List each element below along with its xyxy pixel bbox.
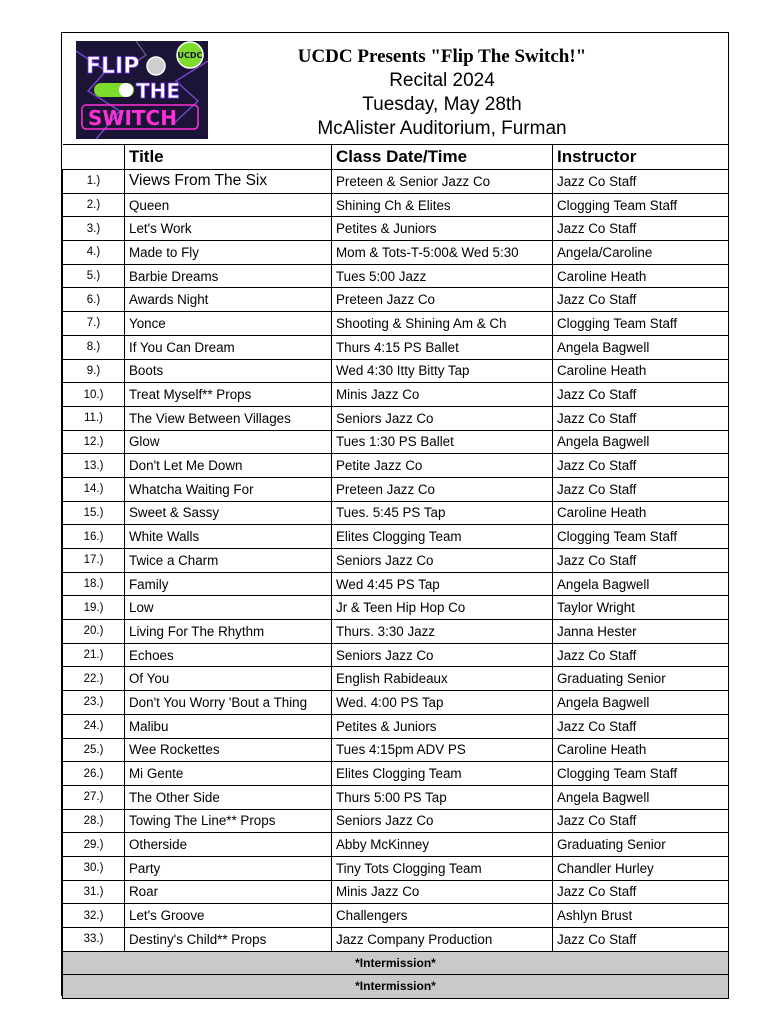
table-row [63, 904, 729, 928]
row-number: 26.) [63, 762, 125, 786]
row-instructor: Jazz Co Staff [553, 809, 729, 833]
row-number: 23.) [63, 691, 125, 715]
row-title: Living For The Rhythm [125, 620, 332, 644]
row-instructor: Jazz Co Staff [553, 477, 729, 501]
ucdc-badge: UCDC [177, 51, 203, 60]
row-class: Minis Jazz Co [332, 880, 553, 904]
row-class: Wed 4:30 Itty Bitty Tap [332, 359, 553, 383]
table-row [63, 785, 729, 809]
row-class: Tues. 5:45 PS Tap [332, 501, 553, 525]
row-class: Petites & Juniors [332, 217, 553, 241]
intermission-label: *Intermission* [63, 951, 729, 975]
row-title: Glow [125, 430, 332, 454]
table-row [63, 406, 729, 430]
table-row [63, 596, 729, 620]
row-number: 32.) [63, 904, 125, 928]
row-title: Otherside [125, 833, 332, 857]
row-number: 16.) [63, 525, 125, 549]
row-title: Malibu [125, 714, 332, 738]
row-title: Roar [125, 880, 332, 904]
row-title: The Other Side [125, 785, 332, 809]
row-instructor: Janna Hester [553, 620, 729, 644]
row-class: Preteen Jazz Co [332, 288, 553, 312]
row-number: 2.) [63, 193, 125, 217]
table-header-row [63, 145, 729, 170]
row-class: Minis Jazz Co [332, 383, 553, 407]
row-class: Preteen & Senior Jazz Co [332, 170, 553, 194]
table-row [63, 359, 729, 383]
table-row [63, 762, 729, 786]
row-instructor: Caroline Heath [553, 501, 729, 525]
row-instructor: Jazz Co Staff [553, 549, 729, 573]
table-row [63, 217, 729, 241]
row-class: Mom & Tots-T-5:00& Wed 5:30 [332, 241, 553, 265]
row-instructor: Clogging Team Staff [553, 312, 729, 336]
row-instructor: Jazz Co Staff [553, 643, 729, 667]
row-number: 28.) [63, 809, 125, 833]
row-instructor: Clogging Team Staff [553, 525, 729, 549]
row-title: Mi Gente [125, 762, 332, 786]
table-row [63, 691, 729, 715]
row-title: The View Between Villages [125, 406, 332, 430]
row-instructor: Caroline Heath [553, 359, 729, 383]
row-number: 9.) [63, 359, 125, 383]
table-row [63, 288, 729, 312]
program-table [62, 144, 729, 999]
table-row [63, 928, 729, 952]
row-class: Elites Clogging Team [332, 762, 553, 786]
program-sheet [61, 32, 729, 996]
row-number: 8.) [63, 335, 125, 359]
row-title: Let's Groove [125, 904, 332, 928]
row-instructor: Jazz Co Staff [553, 170, 729, 194]
row-instructor: Jazz Co Staff [553, 217, 729, 241]
row-title: Party [125, 856, 332, 880]
row-class: Seniors Jazz Co [332, 643, 553, 667]
row-title: Don't You Worry 'Bout a Thing [125, 691, 332, 715]
row-title: Let's Work [125, 217, 332, 241]
row-class: Thurs. 3:30 Jazz [332, 620, 553, 644]
table-row [63, 525, 729, 549]
row-class: Preteen Jazz Co [332, 477, 553, 501]
table-row [63, 454, 729, 478]
table-row [63, 667, 729, 691]
row-title: Twice a Charm [125, 549, 332, 573]
row-number: 25.) [63, 738, 125, 762]
row-class: Wed 4:45 PS Tap [332, 572, 553, 596]
row-class: Thurs 4:15 PS Ballet [332, 335, 553, 359]
number-column-header [63, 145, 125, 170]
table-row [63, 312, 729, 336]
row-instructor: Chandler Hurley [553, 856, 729, 880]
row-title: If You Can Dream [125, 335, 332, 359]
row-number: 3.) [63, 217, 125, 241]
row-instructor: Jazz Co Staff [553, 714, 729, 738]
row-title: Destiny's Child** Props [125, 928, 332, 952]
presents-line: UCDC Presents "Flip The Switch!" [297, 46, 587, 67]
row-title: Barbie Dreams [125, 264, 332, 288]
row-instructor: Angela/Caroline [553, 241, 729, 265]
row-number: 12.) [63, 430, 125, 454]
row-number: 13.) [63, 454, 125, 478]
table-row [63, 856, 729, 880]
table-row [63, 241, 729, 265]
table-row [63, 170, 729, 194]
row-class: Tues 1:30 PS Ballet [332, 430, 553, 454]
row-instructor: Clogging Team Staff [553, 193, 729, 217]
row-title: Family [125, 572, 332, 596]
row-number: 14.) [63, 477, 125, 501]
table-row [63, 738, 729, 762]
row-instructor: Angela Bagwell [553, 785, 729, 809]
row-number: 15.) [63, 501, 125, 525]
recital-date: Tuesday, May 28th [362, 94, 522, 115]
row-class: Shining Ch & Elites [332, 193, 553, 217]
row-instructor: Caroline Heath [553, 738, 729, 762]
row-instructor: Jazz Co Staff [553, 928, 729, 952]
table-row [63, 264, 729, 288]
row-class: Tues 5:00 Jazz [332, 264, 553, 288]
row-number: 5.) [63, 264, 125, 288]
title-column-header: Title [125, 145, 332, 170]
row-number: 27.) [63, 785, 125, 809]
row-class: Seniors Jazz Co [332, 406, 553, 430]
row-class: Seniors Jazz Co [332, 549, 553, 573]
row-title: Views From The Six [125, 170, 332, 194]
row-class: Wed. 4:00 PS Tap [332, 691, 553, 715]
row-class: Challengers [332, 904, 553, 928]
row-class: Abby McKinney [332, 833, 553, 857]
row-instructor: Angela Bagwell [553, 691, 729, 715]
row-instructor: Taylor Wright [553, 596, 729, 620]
row-instructor: Angela Bagwell [553, 430, 729, 454]
intermission-label: *Intermission* [63, 975, 729, 999]
row-number: 18.) [63, 572, 125, 596]
row-instructor: Jazz Co Staff [553, 383, 729, 407]
row-title: Yonce [125, 312, 332, 336]
row-class: Petites & Juniors [332, 714, 553, 738]
row-title: Of You [125, 667, 332, 691]
recital-venue: McAlister Auditorium, Furman [317, 118, 567, 139]
class-column-header: Class Date/Time [332, 145, 553, 170]
row-number: 17.) [63, 549, 125, 573]
row-class: Petite Jazz Co [332, 454, 553, 478]
row-class: Shooting & Shining Am & Ch [332, 312, 553, 336]
row-title: Echoes [125, 643, 332, 667]
table-row [63, 643, 729, 667]
flip-the-switch-logo [76, 41, 208, 139]
intermission-row [63, 951, 729, 975]
table-row [63, 477, 729, 501]
row-class: Seniors Jazz Co [332, 809, 553, 833]
table-row [63, 501, 729, 525]
row-number: 33.) [63, 928, 125, 952]
row-title: Made to Fly [125, 241, 332, 265]
table-row [63, 335, 729, 359]
table-row [63, 193, 729, 217]
row-title: Wee Rockettes [125, 738, 332, 762]
row-title: Whatcha Waiting For [125, 477, 332, 501]
row-instructor: Jazz Co Staff [553, 454, 729, 478]
table-row [63, 809, 729, 833]
row-title: Don't Let Me Down [125, 454, 332, 478]
recital-year: Recital 2024 [389, 70, 495, 91]
row-instructor: Ashlyn Brust [553, 904, 729, 928]
row-number: 29.) [63, 833, 125, 857]
row-class: English Rabideaux [332, 667, 553, 691]
row-title: Awards Night [125, 288, 332, 312]
row-number: 7.) [63, 312, 125, 336]
row-instructor: Jazz Co Staff [553, 288, 729, 312]
table-row [63, 572, 729, 596]
row-class: Tiny Tots Clogging Team [332, 856, 553, 880]
row-instructor: Graduating Senior [553, 833, 729, 857]
row-instructor: Caroline Heath [553, 264, 729, 288]
row-number: 10.) [63, 383, 125, 407]
row-instructor: Jazz Co Staff [553, 880, 729, 904]
row-instructor: Jazz Co Staff [553, 406, 729, 430]
table-row [63, 833, 729, 857]
row-class: Elites Clogging Team [332, 525, 553, 549]
table-row [63, 620, 729, 644]
program-header [62, 33, 728, 144]
logo-word-switch: SWITCH [88, 106, 177, 130]
logo-word-the: THE [136, 79, 181, 103]
table-row [63, 430, 729, 454]
row-class: Jr & Teen Hip Hop Co [332, 596, 553, 620]
row-number: 4.) [63, 241, 125, 265]
row-number: 21.) [63, 643, 125, 667]
row-number: 11.) [63, 406, 125, 430]
row-class: Thurs 5:00 PS Tap [332, 785, 553, 809]
row-number: 19.) [63, 596, 125, 620]
intermission-row [63, 975, 729, 999]
table-row [63, 880, 729, 904]
row-number: 20.) [63, 620, 125, 644]
row-instructor: Angela Bagwell [553, 335, 729, 359]
row-class: Jazz Company Production [332, 928, 553, 952]
instructor-column-header: Instructor [553, 145, 729, 170]
table-row [63, 549, 729, 573]
row-instructor: Graduating Senior [553, 667, 729, 691]
row-class: Tues 4:15pm ADV PS [332, 738, 553, 762]
row-number: 22.) [63, 667, 125, 691]
row-title: White Walls [125, 525, 332, 549]
row-number: 31.) [63, 880, 125, 904]
table-row [63, 714, 729, 738]
table-row [63, 383, 729, 407]
row-number: 6.) [63, 288, 125, 312]
row-title: Queen [125, 193, 332, 217]
row-instructor: Angela Bagwell [553, 572, 729, 596]
row-title: Treat Myself** Props [125, 383, 332, 407]
row-number: 30.) [63, 856, 125, 880]
row-number: 24.) [63, 714, 125, 738]
row-instructor: Clogging Team Staff [553, 762, 729, 786]
row-title: Towing The Line** Props [125, 809, 332, 833]
row-title: Boots [125, 359, 332, 383]
recital-title-block [237, 45, 647, 141]
row-number: 1.) [63, 170, 125, 194]
row-title: Sweet & Sassy [125, 501, 332, 525]
row-title: Low [125, 596, 332, 620]
logo-word-flip: FLIP [86, 54, 140, 79]
